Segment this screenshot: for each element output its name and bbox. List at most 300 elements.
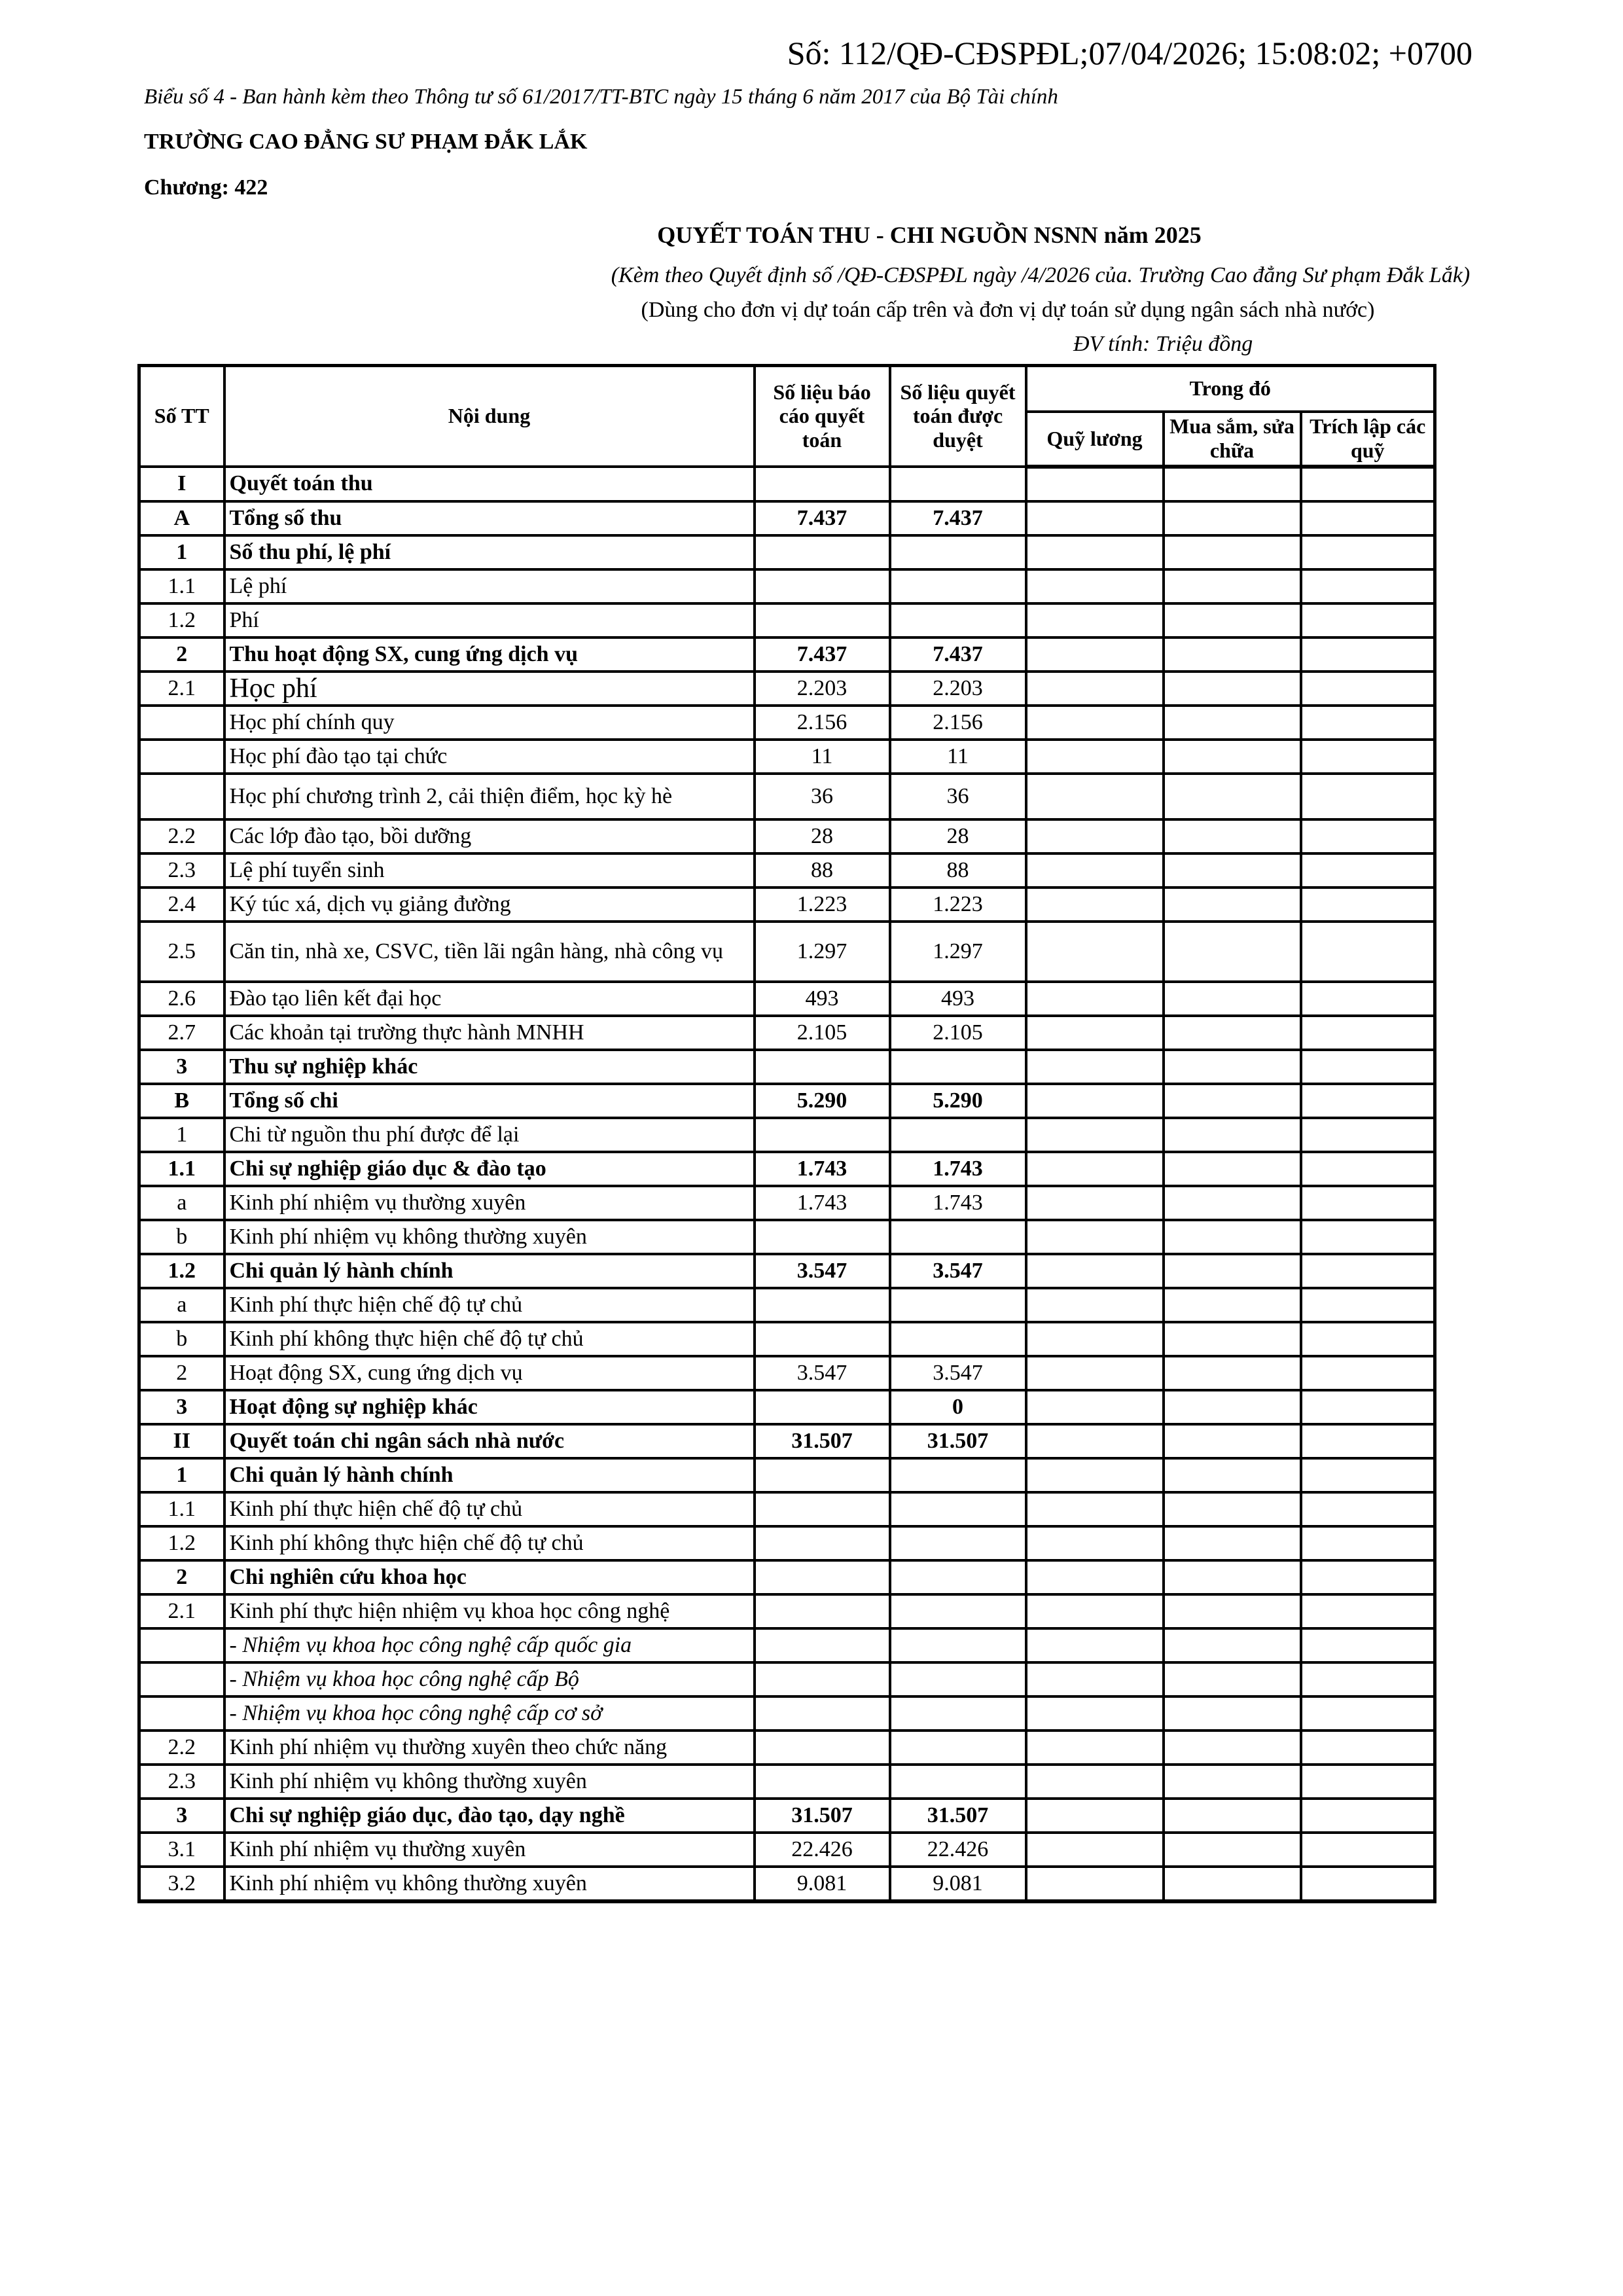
row-stt: I <box>139 467 224 501</box>
row-salary-fund <box>1026 1765 1164 1799</box>
row-salary-fund <box>1026 1016 1164 1050</box>
row-salary-fund <box>1026 706 1164 740</box>
row-funds-allocation <box>1301 1560 1435 1594</box>
row-stt: 2 <box>139 1356 224 1390</box>
row-reported: 3.547 <box>755 1254 890 1288</box>
row-procurement <box>1164 1152 1301 1186</box>
row-approved: 7.437 <box>890 501 1026 535</box>
row-funds-allocation <box>1301 1424 1435 1458</box>
row-funds-allocation <box>1301 467 1435 501</box>
row-reported: 11 <box>755 740 890 774</box>
row-approved <box>890 1458 1026 1492</box>
row-procurement <box>1164 706 1301 740</box>
row-content: Kinh phí nhiệm vụ thường xuyên <box>224 1186 755 1220</box>
row-salary-fund <box>1026 1628 1164 1662</box>
row-approved <box>890 1628 1026 1662</box>
row-content: Số thu phí, lệ phí <box>224 535 755 569</box>
row-reported <box>755 535 890 569</box>
row-funds-allocation <box>1301 1867 1435 1901</box>
row-approved <box>890 1560 1026 1594</box>
row-reported <box>755 603 890 637</box>
row-content: Kinh phí không thực hiện chế độ tự chủ <box>224 1526 755 1560</box>
row-reported <box>755 1118 890 1152</box>
row-procurement <box>1164 672 1301 706</box>
row-funds-allocation <box>1301 819 1435 853</box>
row-content: Kinh phí nhiệm vụ không thường xuyên <box>224 1220 755 1254</box>
row-reported: 493 <box>755 982 890 1016</box>
row-reported: 2.203 <box>755 672 890 706</box>
row-funds-allocation <box>1301 1492 1435 1526</box>
row-funds-allocation <box>1301 1186 1435 1220</box>
row-funds-allocation <box>1301 1662 1435 1696</box>
row-reported <box>755 1560 890 1594</box>
row-content: Chi sự nghiệp giáo dục & đào tạo <box>224 1152 755 1186</box>
row-funds-allocation <box>1301 982 1435 1016</box>
row-salary-fund <box>1026 672 1164 706</box>
table-row <box>139 501 1435 535</box>
row-reported: 9.081 <box>755 1867 890 1901</box>
row-salary-fund <box>1026 1833 1164 1867</box>
row-stt: II <box>139 1424 224 1458</box>
row-procurement <box>1164 1628 1301 1662</box>
row-stt: 2.6 <box>139 982 224 1016</box>
table-row <box>139 1628 1435 1662</box>
row-stt <box>139 1628 224 1662</box>
row-content: Học phí đào tạo tại chức <box>224 740 755 774</box>
row-approved <box>890 467 1026 501</box>
row-stt: 1 <box>139 535 224 569</box>
table-row <box>139 1765 1435 1799</box>
row-stt: B <box>139 1084 224 1118</box>
row-funds-allocation <box>1301 1696 1435 1731</box>
table-row <box>139 1662 1435 1696</box>
row-approved: 88 <box>890 853 1026 888</box>
row-approved: 11 <box>890 740 1026 774</box>
row-procurement <box>1164 1867 1301 1901</box>
row-salary-fund <box>1026 1118 1164 1152</box>
row-procurement <box>1164 819 1301 853</box>
row-stt <box>139 774 224 819</box>
row-funds-allocation <box>1301 1254 1435 1288</box>
decision-reference: (Kèm theo Quyết định số /QĐ-CĐSPĐL ngày /4/2026 của. Trường Cao đẳng Sư phạm Đắk Lắk) <box>611 263 1471 287</box>
row-salary-fund <box>1026 569 1164 603</box>
row-reported: 28 <box>755 819 890 853</box>
row-salary-fund <box>1026 888 1164 922</box>
row-content: Quyết toán chi ngân sách nhà nước <box>224 1424 755 1458</box>
row-salary-fund <box>1026 1186 1164 1220</box>
row-reported: 7.437 <box>755 637 890 672</box>
row-procurement <box>1164 1492 1301 1526</box>
row-funds-allocation <box>1301 922 1435 982</box>
row-salary-fund <box>1026 1390 1164 1424</box>
row-reported: 36 <box>755 774 890 819</box>
row-funds-allocation <box>1301 1220 1435 1254</box>
table-row <box>139 982 1435 1016</box>
row-stt: 1.1 <box>139 1152 224 1186</box>
table-row <box>139 1492 1435 1526</box>
row-procurement <box>1164 603 1301 637</box>
row-content: Kinh phí không thực hiện chế độ tự chủ <box>224 1322 755 1356</box>
row-approved: 31.507 <box>890 1799 1026 1833</box>
row-approved: 2.156 <box>890 706 1026 740</box>
row-stt <box>139 1696 224 1731</box>
row-reported <box>755 1662 890 1696</box>
row-funds-allocation <box>1301 1390 1435 1424</box>
row-approved <box>890 1492 1026 1526</box>
row-approved <box>890 1594 1026 1628</box>
row-approved <box>890 1118 1026 1152</box>
row-approved <box>890 1731 1026 1765</box>
row-procurement <box>1164 922 1301 982</box>
table-row <box>139 1458 1435 1492</box>
row-approved: 3.547 <box>890 1356 1026 1390</box>
row-content: Thu hoạt động SX, cung ứng dịch vụ <box>224 637 755 672</box>
row-procurement <box>1164 774 1301 819</box>
table-row <box>139 1560 1435 1594</box>
row-stt: 3.1 <box>139 1833 224 1867</box>
row-stt <box>139 706 224 740</box>
row-stt: 1.1 <box>139 569 224 603</box>
row-salary-fund <box>1026 1696 1164 1731</box>
row-salary-fund <box>1026 1322 1164 1356</box>
row-reported: 31.507 <box>755 1424 890 1458</box>
row-content: Chi sự nghiệp giáo dục, đào tạo, dạy nghề <box>224 1799 755 1833</box>
row-salary-fund <box>1026 774 1164 819</box>
row-content: Đào tạo liên kết đại học <box>224 982 755 1016</box>
row-procurement <box>1164 1050 1301 1084</box>
row-procurement <box>1164 1696 1301 1731</box>
table-row <box>139 922 1435 982</box>
row-reported <box>755 1526 890 1560</box>
row-stt: 2.3 <box>139 853 224 888</box>
row-funds-allocation <box>1301 569 1435 603</box>
row-procurement <box>1164 1254 1301 1288</box>
report-title: QUYẾT TOÁN THU - CHI NGUỒN NSNN năm 2025 <box>657 222 1202 248</box>
row-procurement <box>1164 1833 1301 1867</box>
row-content: Kinh phí nhiệm vụ không thường xuyên <box>224 1765 755 1799</box>
row-reported: 7.437 <box>755 501 890 535</box>
row-procurement <box>1164 1118 1301 1152</box>
row-content: Kinh phí thực hiện nhiệm vụ khoa học công nghệ <box>224 1594 755 1628</box>
row-content: Chi nghiên cứu khoa học <box>224 1560 755 1594</box>
row-stt: 2.1 <box>139 672 224 706</box>
row-procurement <box>1164 1288 1301 1322</box>
table-row <box>139 706 1435 740</box>
row-funds-allocation <box>1301 740 1435 774</box>
row-procurement <box>1164 1016 1301 1050</box>
row-content: Thu sự nghiệp khác <box>224 1050 755 1084</box>
row-procurement <box>1164 501 1301 535</box>
row-content: Kinh phí nhiệm vụ thường xuyên theo chức năng <box>224 1731 755 1765</box>
row-salary-fund <box>1026 1492 1164 1526</box>
table-row <box>139 1594 1435 1628</box>
row-reported: 2.105 <box>755 1016 890 1050</box>
col-header-content: Nội dung <box>224 366 755 467</box>
row-content: Chi từ nguồn thu phí được để lại <box>224 1118 755 1152</box>
row-content: Các khoản tại trường thực hành MNHH <box>224 1016 755 1050</box>
row-funds-allocation <box>1301 1526 1435 1560</box>
row-content: Tổng số thu <box>224 501 755 535</box>
table-row <box>139 1118 1435 1152</box>
row-stt: a <box>139 1288 224 1322</box>
row-stt: 2 <box>139 637 224 672</box>
table-row <box>139 819 1435 853</box>
row-salary-fund <box>1026 1084 1164 1118</box>
row-procurement <box>1164 637 1301 672</box>
row-salary-fund <box>1026 1152 1164 1186</box>
row-content: Ký túc xá, dịch vụ giảng đường <box>224 888 755 922</box>
row-funds-allocation <box>1301 1084 1435 1118</box>
row-approved: 493 <box>890 982 1026 1016</box>
row-stt: 1 <box>139 1118 224 1152</box>
table-row <box>139 1799 1435 1833</box>
row-procurement <box>1164 1322 1301 1356</box>
row-reported <box>755 467 890 501</box>
row-reported: 1.743 <box>755 1186 890 1220</box>
table-row <box>139 1186 1435 1220</box>
row-reported: 1.223 <box>755 888 890 922</box>
row-salary-fund <box>1026 1526 1164 1560</box>
row-approved: 2.105 <box>890 1016 1026 1050</box>
table-row <box>139 1867 1435 1901</box>
row-salary-fund <box>1026 1594 1164 1628</box>
row-approved: 5.290 <box>890 1084 1026 1118</box>
row-procurement <box>1164 740 1301 774</box>
table-row <box>139 740 1435 774</box>
row-reported <box>755 569 890 603</box>
document-stamp: Số: 112/QĐ-CĐSPĐL;07/04/2026; 15:08:02; +0700 <box>787 35 1472 71</box>
row-approved: 31.507 <box>890 1424 1026 1458</box>
table-row <box>139 1254 1435 1288</box>
row-salary-fund <box>1026 1662 1164 1696</box>
table-row <box>139 1288 1435 1322</box>
row-procurement <box>1164 569 1301 603</box>
row-approved <box>890 569 1026 603</box>
row-procurement <box>1164 1526 1301 1560</box>
row-stt: 3 <box>139 1390 224 1424</box>
table-row <box>139 637 1435 672</box>
row-funds-allocation <box>1301 1322 1435 1356</box>
row-procurement <box>1164 1662 1301 1696</box>
table-body <box>139 467 1435 1901</box>
row-approved: 22.426 <box>890 1833 1026 1867</box>
row-salary-fund <box>1026 1458 1164 1492</box>
row-content: Học phí chương trình 2, cải thiện điểm, học kỳ hè <box>224 774 755 819</box>
col-header-stt: Số TT <box>139 366 224 467</box>
row-funds-allocation <box>1301 1594 1435 1628</box>
row-approved: 28 <box>890 819 1026 853</box>
row-reported <box>755 1492 890 1526</box>
row-funds-allocation <box>1301 1118 1435 1152</box>
table-row <box>139 1152 1435 1186</box>
table-row <box>139 535 1435 569</box>
row-reported: 31.507 <box>755 1799 890 1833</box>
row-salary-fund <box>1026 1220 1164 1254</box>
row-content: Học phí chính quy <box>224 706 755 740</box>
row-procurement <box>1164 888 1301 922</box>
row-salary-fund <box>1026 1288 1164 1322</box>
table-row <box>139 1390 1435 1424</box>
row-salary-fund <box>1026 467 1164 501</box>
table-row <box>139 467 1435 501</box>
row-reported <box>755 1731 890 1765</box>
table-row <box>139 1084 1435 1118</box>
row-content: - Nhiệm vụ khoa học công nghệ cấp quốc gia <box>224 1628 755 1662</box>
col-header-salary-fund: Quỹ lương <box>1026 412 1164 467</box>
row-approved: 1.223 <box>890 888 1026 922</box>
row-content: Phí <box>224 603 755 637</box>
settlement-table <box>137 364 1436 1903</box>
row-salary-fund <box>1026 603 1164 637</box>
row-funds-allocation <box>1301 1050 1435 1084</box>
row-salary-fund <box>1026 535 1164 569</box>
col-header-procurement: Mua sắm, sửa chữa <box>1164 412 1301 467</box>
row-reported <box>755 1322 890 1356</box>
usage-note: (Dùng cho đơn vị dự toán cấp trên và đơn vị dự toán sử dụng ngân sách nhà nước) <box>641 298 1375 322</box>
row-reported <box>755 1390 890 1424</box>
row-procurement <box>1164 467 1301 501</box>
row-funds-allocation <box>1301 1152 1435 1186</box>
row-approved: 1.297 <box>890 922 1026 982</box>
row-approved <box>890 1765 1026 1799</box>
row-content: Kinh phí nhiệm vụ thường xuyên <box>224 1833 755 1867</box>
row-funds-allocation <box>1301 1628 1435 1662</box>
table-row <box>139 774 1435 819</box>
row-content: Lệ phí <box>224 569 755 603</box>
organization-name: TRƯỜNG CAO ĐẲNG SƯ PHẠM ĐẮK LẮK <box>144 130 588 154</box>
row-content: Chi quản lý hành chính <box>224 1458 755 1492</box>
table-row <box>139 1016 1435 1050</box>
row-funds-allocation <box>1301 535 1435 569</box>
row-content: Lệ phí tuyển sinh <box>224 853 755 888</box>
table-row <box>139 1526 1435 1560</box>
row-procurement <box>1164 1731 1301 1765</box>
row-reported: 5.290 <box>755 1084 890 1118</box>
row-salary-fund <box>1026 1799 1164 1833</box>
row-reported <box>755 1458 890 1492</box>
row-procurement <box>1164 1594 1301 1628</box>
col-header-approved: Số liệu quyết toán được duyệt <box>890 366 1026 467</box>
row-funds-allocation <box>1301 1765 1435 1799</box>
row-funds-allocation <box>1301 637 1435 672</box>
row-reported: 1.297 <box>755 922 890 982</box>
row-reported <box>755 1628 890 1662</box>
row-reported: 88 <box>755 853 890 888</box>
row-approved <box>890 1662 1026 1696</box>
row-stt: 2 <box>139 1560 224 1594</box>
unit-label: ĐV tính: Triệu đồng <box>1073 332 1253 356</box>
row-funds-allocation <box>1301 672 1435 706</box>
row-funds-allocation <box>1301 888 1435 922</box>
row-procurement <box>1164 1356 1301 1390</box>
row-salary-fund <box>1026 1560 1164 1594</box>
row-stt: 1.1 <box>139 1492 224 1526</box>
row-stt: 2.2 <box>139 1731 224 1765</box>
row-approved <box>890 1696 1026 1731</box>
row-salary-fund <box>1026 1867 1164 1901</box>
row-stt <box>139 740 224 774</box>
row-reported: 1.743 <box>755 1152 890 1186</box>
row-approved: 3.547 <box>890 1254 1026 1288</box>
table-row <box>139 1050 1435 1084</box>
row-content: Hoạt động SX, cung ứng dịch vụ <box>224 1356 755 1390</box>
row-stt: 1.2 <box>139 1254 224 1288</box>
row-reported <box>755 1288 890 1322</box>
row-stt: 2.3 <box>139 1765 224 1799</box>
row-funds-allocation <box>1301 1288 1435 1322</box>
row-stt <box>139 1662 224 1696</box>
row-salary-fund <box>1026 637 1164 672</box>
row-approved: 0 <box>890 1390 1026 1424</box>
row-approved: 36 <box>890 774 1026 819</box>
row-approved <box>890 535 1026 569</box>
row-reported <box>755 1696 890 1731</box>
row-content: Kinh phí thực hiện chế độ tự chủ <box>224 1288 755 1322</box>
form-note: Biểu số 4 - Ban hành kèm theo Thông tư số 61/2017/TT-BTC ngày 15 tháng 6 năm 2017 của Bộ Tài chính <box>144 85 1058 109</box>
row-procurement <box>1164 535 1301 569</box>
row-procurement <box>1164 1560 1301 1594</box>
row-stt: 2.5 <box>139 922 224 982</box>
row-funds-allocation <box>1301 1356 1435 1390</box>
row-reported <box>755 1594 890 1628</box>
row-content: - Nhiệm vụ khoa học công nghệ cấp Bộ <box>224 1662 755 1696</box>
col-header-funds-allocation: Trích lập các quỹ <box>1301 412 1435 467</box>
row-salary-fund <box>1026 1356 1164 1390</box>
row-salary-fund <box>1026 853 1164 888</box>
row-salary-fund <box>1026 819 1164 853</box>
row-stt: 1.2 <box>139 1526 224 1560</box>
row-approved <box>890 1322 1026 1356</box>
table-row <box>139 603 1435 637</box>
table-row <box>139 1833 1435 1867</box>
row-stt: 3 <box>139 1799 224 1833</box>
row-approved: 1.743 <box>890 1152 1026 1186</box>
row-reported: 22.426 <box>755 1833 890 1867</box>
table-row <box>139 1356 1435 1390</box>
row-reported <box>755 1220 890 1254</box>
row-reported <box>755 1765 890 1799</box>
row-procurement <box>1164 1799 1301 1833</box>
row-stt: 2.4 <box>139 888 224 922</box>
row-procurement <box>1164 1390 1301 1424</box>
row-reported: 3.547 <box>755 1356 890 1390</box>
row-funds-allocation <box>1301 1458 1435 1492</box>
row-funds-allocation <box>1301 1799 1435 1833</box>
row-approved <box>890 1050 1026 1084</box>
row-procurement <box>1164 853 1301 888</box>
row-salary-fund <box>1026 1050 1164 1084</box>
table-row <box>139 888 1435 922</box>
row-procurement <box>1164 1084 1301 1118</box>
row-funds-allocation <box>1301 774 1435 819</box>
row-stt: a <box>139 1186 224 1220</box>
row-funds-allocation <box>1301 706 1435 740</box>
row-reported: 2.156 <box>755 706 890 740</box>
row-funds-allocation <box>1301 1833 1435 1867</box>
row-stt: 3.2 <box>139 1867 224 1901</box>
row-funds-allocation <box>1301 1016 1435 1050</box>
row-approved <box>890 603 1026 637</box>
table-row <box>139 1696 1435 1731</box>
row-stt: 2.7 <box>139 1016 224 1050</box>
table-row <box>139 569 1435 603</box>
row-stt: b <box>139 1322 224 1356</box>
row-procurement <box>1164 1424 1301 1458</box>
row-content: Các lớp đào tạo, bồi dưỡng <box>224 819 755 853</box>
row-approved: 9.081 <box>890 1867 1026 1901</box>
chapter-code: Chương: 422 <box>144 175 268 200</box>
row-funds-allocation <box>1301 603 1435 637</box>
